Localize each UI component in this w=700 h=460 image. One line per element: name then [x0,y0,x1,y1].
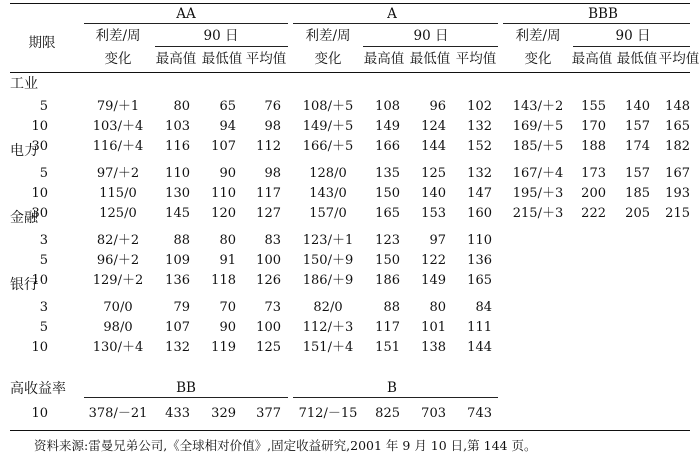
a-col-low: 最低值 [409,51,451,67]
table-cell: 125/0 [99,206,137,221]
table-cell: 433 [165,406,190,421]
table-cell: 149 [421,273,446,288]
table-cell: 82/＋2 [96,233,140,248]
table-cell: 82/0 [313,300,343,315]
table-cell: 144 [467,340,492,355]
table-cell: 130 [165,186,190,201]
table-cell: 153 [421,206,446,221]
table-cell: 79 [173,300,190,315]
table-cell: 116 [165,139,190,154]
table-cell: 110 [165,166,190,181]
table-cell: 117 [375,320,400,335]
table-cell: 148 [665,99,690,114]
table-cell: 125 [256,340,281,355]
table-cell: 124 [421,119,446,134]
table-cell: 91 [219,253,236,268]
a-col-high: 最高值 [363,51,405,67]
rating-b-header: B [387,380,397,396]
table-cell: 107 [211,139,236,154]
table-cell: 150 [375,186,400,201]
bbb-col-high: 最高值 [571,51,613,67]
table-cell: 88 [173,233,190,248]
term-cell: 10 [31,273,48,288]
table-cell: 140 [625,99,650,114]
table-cell: 129/＋2 [92,273,144,288]
table-cell: 215 [665,206,690,221]
table-cell: 98 [264,119,281,134]
table-cell: 155 [581,99,606,114]
a-spread-header-2: 变化 [314,51,342,67]
rating-a-header: A [387,6,397,22]
table-cell: 193 [665,186,690,201]
table-cell: 222 [581,206,606,221]
table-cell: 165 [665,119,690,134]
bbb-col-avg: 平均值 [658,51,700,67]
table-cell: 110 [211,186,236,201]
table-cell: 703 [421,406,446,421]
table-cell: 79/＋1 [96,99,140,114]
table-cell: 186/＋9 [302,273,354,288]
highyield-b-rule [293,397,498,398]
table-cell: 136 [165,273,190,288]
table-cell: 825 [375,406,400,421]
table-cell: 143/0 [309,186,347,201]
table-cell: 90 [219,166,236,181]
table-cell: 215/＋3 [512,206,564,221]
section-title: 电力 [10,143,38,159]
table-cell: 119 [211,340,236,355]
table-cell: 205 [625,206,650,221]
term-cell: 30 [31,139,48,154]
table-cell: 108 [375,99,400,114]
table-cell: 98 [264,166,281,181]
table-cell: 90 [219,320,236,335]
table-cell: 150/＋9 [302,253,354,268]
table-cell: 127 [256,206,281,221]
header-bottom-rule [10,72,690,73]
table-cell: 110 [467,233,492,248]
a-group-rule [293,23,498,24]
table-cell: 94 [219,119,236,134]
a-90d-rule [363,46,498,47]
table-cell: 132 [165,340,190,355]
table-top-rule [10,3,690,4]
table-cell: 88 [383,300,400,315]
table-cell: 169/＋5 [512,119,564,134]
table-cell: 165 [467,273,492,288]
table-cell: 157 [625,166,650,181]
a-90d-header: 90 日 [413,28,449,44]
rating-bbb-header: BBB [588,6,618,22]
table-cell: 80 [429,300,446,315]
table-cell: 126 [256,273,281,288]
table-cell: 132 [467,166,492,181]
table-cell: 185 [625,186,650,201]
term-cell: 3 [39,233,48,248]
period-header: 期限 [28,35,56,51]
section-title: 高收益率 [10,381,66,397]
table-cell: 147 [467,186,492,201]
table-cell: 743 [467,406,492,421]
table-cell: 195/＋3 [512,186,564,201]
table-cell: 108/＋5 [302,99,354,114]
term-cell: 5 [39,166,48,181]
table-cell: 152 [467,139,492,154]
a-spread-header-1: 利差/周 [305,28,351,44]
table-cell: 166/＋5 [302,139,354,154]
table-cell: 138 [421,340,446,355]
table-cell: 125 [421,166,446,181]
table-cell: 80 [219,233,236,248]
table-cell: 136 [467,253,492,268]
table-cell: 145 [165,206,190,221]
table-cell: 111 [467,320,492,335]
highyield-bb-rule [84,397,288,398]
table-cell: 107 [165,320,190,335]
a-col-avg: 平均值 [455,51,497,67]
bbb-90d-rule [573,46,690,47]
table-cell: 167 [665,166,690,181]
bbb-col-low: 最低值 [616,51,658,67]
rating-bb-header: BB [176,380,196,396]
bbb-spread-header-2: 变化 [524,51,552,67]
table-cell: 130/＋4 [92,340,144,355]
table-cell: 109 [165,253,190,268]
table-cell: 174 [625,139,650,154]
rating-aa-header: AA [176,6,196,22]
table-cell: 100 [256,253,281,268]
aa-spread-header-1: 利差/周 [95,28,141,44]
table-cell: 112 [256,139,281,154]
table-cell: 122 [421,253,446,268]
table-cell: 135 [375,166,400,181]
source-note: 资料来源:雷曼兄弟公司,《全球相对价值》,固定收益研究,2001 年 9 月 10 日,第 144 页。 [34,438,537,453]
term-cell: 10 [31,186,48,201]
aa-col-low: 最低值 [201,51,243,67]
section-title: 银行 [10,277,38,293]
term-cell: 10 [31,119,48,134]
table-cell: 143/＋2 [512,99,564,114]
table-cell: 84 [475,300,492,315]
table-cell: 116/＋4 [92,139,144,154]
table-cell: 100 [256,320,281,335]
section-title: 工业 [10,76,38,92]
aa-col-avg: 平均值 [245,51,287,67]
table-cell: 170 [581,119,606,134]
table-cell: 160 [467,206,492,221]
table-cell: 65 [219,99,236,114]
table-cell: 182 [665,139,690,154]
table-cell: 117 [256,186,281,201]
table-cell: 120 [211,206,236,221]
table-cell: 123 [375,233,400,248]
table-cell: 149/＋5 [302,119,354,134]
table-cell: 83 [264,233,281,248]
table-cell: 96 [429,99,446,114]
table-cell: 112/＋3 [302,320,354,335]
table-cell: 186 [375,273,400,288]
term-cell: 3 [39,300,48,315]
table-cell: 118 [211,273,236,288]
table-cell: 200 [581,186,606,201]
bbb-spread-header-1: 利差/周 [515,28,561,44]
table-cell: 151 [375,340,400,355]
table-cell: 188 [581,139,606,154]
term-cell: 10 [31,340,48,355]
term-cell: 10 [31,406,48,421]
table-cell: 166 [375,139,400,154]
table-cell: 150 [375,253,400,268]
table-cell: 98/0 [103,320,133,335]
table-cell: 80 [173,99,190,114]
term-cell: 5 [39,99,48,114]
table-cell: 96/＋2 [96,253,140,268]
section-title: 金融 [10,210,38,226]
table-cell: 185/＋5 [512,139,564,154]
bbb-group-rule [503,23,690,24]
aa-spread-header-2: 变化 [104,51,132,67]
table-cell: 73 [264,300,281,315]
table-cell: 102 [467,99,492,114]
aa-col-high: 最高值 [155,51,197,67]
table-cell: 97 [429,233,446,248]
table-cell: 132 [467,119,492,134]
table-cell: 149 [375,119,400,134]
table-cell: 173 [581,166,606,181]
table-cell: 329 [211,406,236,421]
bbb-90d-header: 90 日 [615,28,651,44]
table-cell: 103 [165,119,190,134]
table-cell: 70/0 [103,300,133,315]
table-cell: 103/＋4 [92,119,144,134]
aa-group-rule [84,23,288,24]
table-cell: 101 [421,320,446,335]
term-cell: 5 [39,253,48,268]
table-cell: 76 [264,99,281,114]
table-cell: 97/＋2 [96,166,140,181]
aa-90d-rule [155,46,288,47]
table-cell: 128/0 [309,166,347,181]
table-cell: 378/－21 [88,406,148,421]
table-cell: 144 [421,139,446,154]
table-cell: 712/－15 [298,406,358,421]
table-cell: 377 [256,406,281,421]
table-cell: 123/＋1 [302,233,354,248]
table-cell: 115/0 [99,186,137,201]
table-cell: 151/＋4 [302,340,354,355]
table-cell: 140 [421,186,446,201]
table-cell: 165 [375,206,400,221]
table-bottom-rule [10,430,690,431]
term-cell: 5 [39,320,48,335]
table-cell: 157 [625,119,650,134]
table-cell: 70 [219,300,236,315]
table-cell: 157/0 [309,206,347,221]
table-cell: 167/＋4 [512,166,564,181]
aa-90d-header: 90 日 [203,28,239,44]
term-cell: 30 [31,206,48,221]
